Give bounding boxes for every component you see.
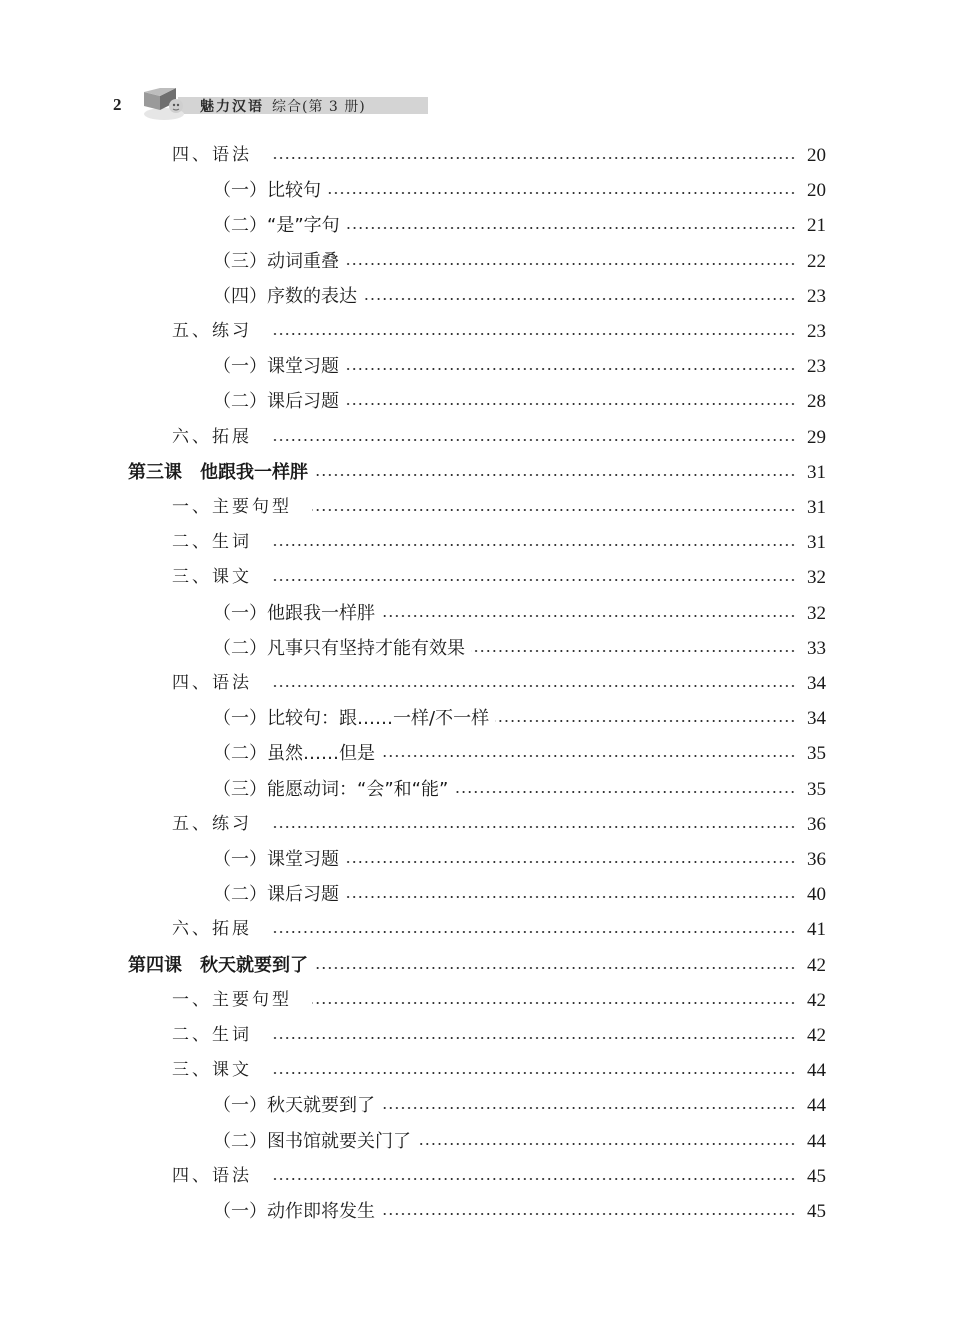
toc-row[interactable] [0,1018,960,1053]
toc-entry[interactable] [213,173,826,208]
toc-entry[interactable] [213,701,826,736]
dot-leader [272,1018,796,1053]
toc-row[interactable] [0,384,960,419]
toc-page-number: 34 [807,673,826,694]
dot-leader [272,420,796,455]
dot-leader [381,1194,796,1229]
toc-entry-label: （二）“是”字句 [213,215,340,237]
dot-leader [312,490,796,525]
toc-entry[interactable] [213,877,826,912]
toc-page-number: 44 [807,1060,826,1082]
toc-entry-label: 六、拓展 [172,919,252,940]
toc-entry-label: （二）图书馆就要关门了 [213,1130,411,1152]
toc-entry-label: 三、课文 [172,1060,252,1081]
toc-page-number: 40 [807,884,826,906]
toc-row[interactable] [0,1159,960,1194]
toc-entry-label: 一、主要句型 [172,497,292,517]
toc-entry-label: （一）动作即将发生 [213,1201,375,1222]
toc-entry-label: （二）课后习题 [213,391,339,413]
dot-leader [272,314,796,349]
toc-entry-label: （一）他跟我一样胖 [213,602,375,624]
toc-entry-label: （三）动词重叠 [213,250,339,272]
toc-entry[interactable] [128,948,826,983]
toc-entry-label: 三、课文 [172,567,252,588]
page-number: 2 [113,95,122,114]
open-book-icon [140,82,186,122]
toc-row[interactable] [0,138,960,173]
toc-row[interactable] [0,1053,960,1088]
toc-row[interactable] [0,173,960,208]
toc-row[interactable] [0,1194,960,1229]
toc-row[interactable] [0,596,960,631]
toc-page-number: 31 [807,461,826,483]
toc-entry-label: （一）课堂习题 [213,356,339,378]
dot-leader [272,912,796,947]
dot-leader [345,349,796,384]
toc-entry-label: （一）课堂习题 [213,849,339,870]
toc-page-number: 35 [807,778,826,800]
dot-leader [312,983,796,1018]
toc-row[interactable] [0,208,960,243]
toc-entry-label: 五、练习 [172,813,252,834]
toc-page-number: 45 [807,1165,826,1187]
toc-entry[interactable] [213,279,826,314]
toc-page-number: 32 [807,602,826,624]
toc-page-number: 42 [807,989,826,1011]
dot-leader [345,384,796,419]
toc-entry-label: （二）凡事只有坚持才能有效果 [213,637,465,659]
toc-page-number: 21 [807,215,826,237]
dot-leader [345,244,796,279]
dot-leader [272,560,796,595]
toc-row[interactable] [0,560,960,595]
toc-row[interactable] [0,736,960,771]
toc-page-number: 31 [807,497,826,518]
dot-leader [346,208,796,243]
toc-page-number: 42 [807,954,826,976]
toc-entry-label: 四、语法 [172,673,252,693]
toc-chapter-row[interactable] [0,455,960,490]
toc-entry[interactable] [172,420,826,455]
toc-row[interactable] [0,631,960,666]
toc-chapter-row[interactable] [0,948,960,983]
dot-leader [495,701,796,736]
toc-page-number: 23 [807,285,826,307]
toc-entry[interactable] [213,596,826,631]
toc-page-number: 33 [807,637,826,659]
dot-leader [471,631,796,666]
toc-row[interactable] [0,279,960,314]
toc-entry[interactable] [128,455,826,490]
dot-leader [327,173,796,208]
toc-entry-label: （四）序数的表达 [213,285,357,307]
toc-entry[interactable] [172,983,826,1018]
book-volume: 综合(第 3 册) [272,99,366,115]
toc-entry[interactable] [213,842,826,877]
toc-row[interactable] [0,772,960,807]
dot-leader [272,138,796,173]
toc-entry[interactable] [213,772,826,807]
toc-row[interactable] [0,1124,960,1159]
toc-entry[interactable] [213,1194,826,1229]
toc-row[interactable] [0,807,960,842]
toc-page-number: 42 [807,1025,826,1046]
toc-entry[interactable] [172,807,826,842]
toc-entry-label: 五、练习 [172,321,252,341]
toc-entry-label: 二、生词 [172,532,252,553]
dot-leader [454,772,796,807]
dot-leader [345,842,796,877]
toc-entry-label: （一）秋天就要到了 [213,1095,375,1117]
toc-entry[interactable] [172,138,826,173]
toc-row[interactable] [0,701,960,736]
toc-row[interactable] [0,1088,960,1123]
toc-entry[interactable] [172,490,826,525]
toc-entry[interactable] [213,349,826,384]
toc-entry[interactable] [213,208,826,243]
dot-leader [345,877,796,912]
dot-leader [314,455,796,490]
toc-entry-label: 四、语法 [172,145,252,165]
toc-row[interactable] [0,244,960,279]
dot-leader [314,948,796,983]
toc-page-number: 36 [807,813,826,835]
running-header [0,80,960,130]
toc-entry[interactable] [213,384,826,419]
toc-page-number: 36 [807,849,826,870]
book-title [200,96,366,116]
toc-entry-label: （二）虽然……但是 [213,743,375,765]
toc-entry-label: 六、拓展 [172,426,252,447]
dot-leader [381,596,796,631]
toc-row[interactable] [0,877,960,912]
toc-page-number: 44 [807,1095,826,1117]
dot-leader [381,736,796,771]
toc-entry[interactable] [213,244,826,279]
toc-entry[interactable] [172,1018,826,1053]
toc-row[interactable] [0,420,960,455]
toc-page-number: 23 [807,321,826,342]
dot-leader [272,1053,796,1088]
toc-entry[interactable] [172,666,826,701]
toc-entry[interactable] [172,560,826,595]
dot-leader [272,666,796,701]
toc-entry-label: （一）比较句：跟……一样/不一样 [213,708,490,730]
toc-entry[interactable] [172,525,826,560]
toc-page-number: 35 [807,743,826,765]
toc-page-number: 41 [807,919,826,941]
toc-page-number: 44 [807,1130,826,1152]
toc-page-number: 34 [807,708,826,730]
toc-entry[interactable] [213,631,826,666]
toc-entry[interactable] [172,314,826,349]
toc-entry[interactable] [172,912,826,947]
toc-page-number: 20 [807,145,826,166]
toc-row[interactable] [0,912,960,947]
toc-entry[interactable] [213,736,826,771]
toc-entry-label: （一）比较句 [213,180,321,202]
toc-entry[interactable] [172,1159,826,1194]
dot-leader [381,1088,796,1123]
book-title-main: 魅力汉语 [200,99,264,115]
toc-entry-label: （二）课后习题 [213,884,339,906]
toc-page-number: 29 [807,426,826,448]
dot-leader [272,525,796,560]
toc-page-number: 23 [807,356,826,378]
toc-entry[interactable] [213,1088,826,1123]
dot-leader [272,1159,796,1194]
toc-entry-label: （三）能愿动词：“会”和“能” [213,778,449,800]
toc-entry-label: 二、生词 [172,1025,252,1045]
toc-entry-label: 四、语法 [172,1165,252,1186]
toc-page-number: 45 [807,1201,826,1222]
dot-leader [272,807,796,842]
toc-page-number: 22 [807,250,826,272]
toc-entry-label: 第四课 秋天就要到了 [128,954,308,976]
dot-leader [363,279,796,314]
toc-page-number: 20 [807,180,826,202]
toc-row[interactable] [0,525,960,560]
toc-entry[interactable] [172,1053,826,1088]
toc-row[interactable] [0,349,960,384]
toc-entry-label: 第三课 他跟我一样胖 [128,461,308,483]
toc-row[interactable] [0,490,960,525]
toc-page-number: 31 [807,532,826,554]
toc-row[interactable] [0,842,960,877]
toc-row[interactable] [0,983,960,1018]
toc-row[interactable] [0,666,960,701]
toc-entry-label: 一、主要句型 [172,989,292,1010]
dot-leader [417,1124,796,1159]
toc-page-number: 32 [807,567,826,589]
toc-page-number: 28 [807,391,826,413]
toc-row[interactable] [0,314,960,349]
toc-entry[interactable] [213,1124,826,1159]
